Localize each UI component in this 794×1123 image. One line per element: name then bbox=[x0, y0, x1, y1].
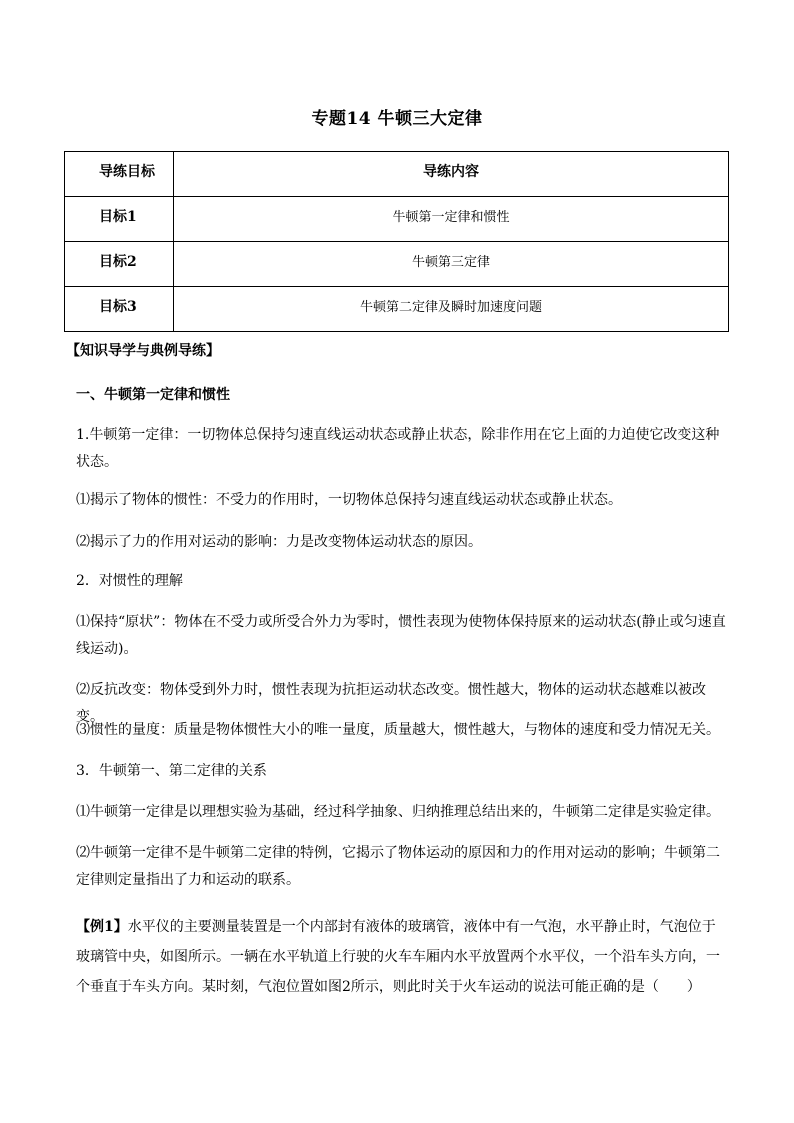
section-2-paragraph-2: ⑵反抗改变：物体受到外力时，惯性表现为抗拒运动状态改变。惯性越大，物体的运动状态越难以被改变。 bbox=[76, 682, 706, 725]
table-header-row bbox=[65, 152, 729, 197]
goals-table bbox=[64, 151, 729, 332]
section-1-paragraph-2: ⑴揭示了物体的惯性：不受力的作用时，一切物体总保持匀速直线运动状态或静止状态。 bbox=[76, 492, 622, 508]
goal-cell: 目标3 bbox=[65, 287, 174, 332]
section-label: 【知识导学与典例导练】 bbox=[66, 343, 220, 359]
goal-cell: 目标2 bbox=[65, 242, 174, 287]
section-1-heading: 一、牛顿第一定律和惯性 bbox=[76, 387, 230, 403]
content-cell: 牛顿第一定律和惯性 bbox=[174, 197, 729, 242]
content-cell: 牛顿第三定律 bbox=[174, 242, 729, 287]
section-1-paragraph-3: ⑵揭示了力的作用对运动的影响：力是改变物体运动状态的原因。 bbox=[76, 534, 482, 550]
example-tag: 【例1】 bbox=[76, 919, 128, 935]
section-2-paragraph-3: ⑶惯性的量度：质量是物体惯性大小的唯一量度，质量越大，惯性越大，与物体的速度和受力情况无关。 bbox=[76, 722, 720, 738]
table-row bbox=[65, 242, 729, 287]
section-1-paragraph-1: 1.牛顿第一定律：一切物体总保持匀速直线运动状态或静止状态，除非作用在它上面的力迫使它改变这种状态。 bbox=[76, 427, 720, 470]
section-3-paragraph-2: ⑵牛顿第一定律不是牛顿第二定律的特例，它揭示了物体运动的原因和力的作用对运动的影响；牛顿第二定律则定量指出了力和运动的联系。 bbox=[76, 845, 720, 888]
table-row bbox=[65, 287, 729, 332]
example-1 bbox=[76, 912, 726, 1002]
document-title: 专题14 牛顿三大定律 bbox=[311, 109, 483, 129]
table-header-goal: 导练目标 bbox=[65, 152, 174, 197]
table-row bbox=[65, 197, 729, 242]
example-text: 水平仪的主要测量装置是一个内部封有液体的玻璃管，液体中有一气泡，水平静止时，气泡位于玻璃管中央，如图所示。一辆在水平轨道上行驶的火车车厢内水平放置两个水平仪，一个沿车头方向，一个垂直于车头方向。某时刻，气泡位置如图2所示，则此时关于火车运动的说法可能正确的是（ ） bbox=[76, 919, 720, 995]
section-2-heading: 2．对惯性的理解 bbox=[76, 573, 183, 589]
section-2-paragraph-1: ⑴保持“原状”：物体在不受力或所受合外力为零时，惯性表现为使物体保持原来的运动状态(静止或匀速直线运动)。 bbox=[76, 614, 726, 657]
content-cell: 牛顿第二定律及瞬时加速度问题 bbox=[174, 287, 729, 332]
section-3-heading: 3．牛顿第一、第二定律的关系 bbox=[76, 763, 267, 779]
goal-cell: 目标1 bbox=[65, 197, 174, 242]
table-header-content: 导练内容 bbox=[174, 152, 729, 197]
section-3-paragraph-1: ⑴牛顿第一定律是以理想实验为基础，经过科学抽象、归纳推理总结出来的，牛顿第二定律是实验定律。 bbox=[76, 804, 720, 820]
